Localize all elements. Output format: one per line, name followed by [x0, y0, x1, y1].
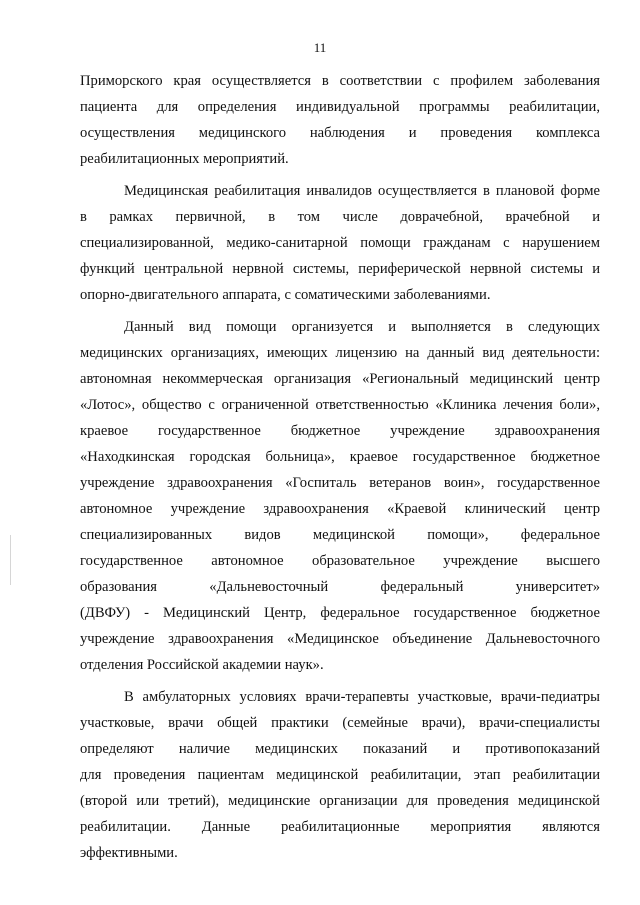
text-line: «Находкинская городская больница», краевое государственное бюджетное: [80, 449, 600, 465]
text-line: (ДВФУ) - Медицинский Центр, федеральное государственное бюджетное: [80, 605, 600, 621]
text-line: образования «Дальневосточный федеральный университет»: [80, 579, 600, 595]
text-line: в рамках первичной, в том числе доврачебной, врачебной и: [80, 209, 600, 225]
text-line: осуществления медицинского наблюдения и проведения комплекса: [80, 125, 600, 141]
text-line: специализированной, медико-санитарной помощи гражданам с нарушением: [80, 235, 600, 251]
text-line: «Лотос», общество с ограниченной ответственностью «Клиника лечения боли»,: [80, 397, 600, 413]
text-line: государственное автономное образовательное учреждение высшего: [80, 553, 600, 569]
paragraph-profile: [80, 68, 600, 172]
text-line: автономное учреждение здравоохранения «Краевой клинический центр: [80, 501, 600, 517]
text-line: отделения Российской академии наук».: [80, 657, 324, 673]
text-line: Медицинская реабилитация инвалидов осуществляется в плановой форме: [124, 183, 600, 199]
text-line: пациента для определения индивидуальной программы реабилитации,: [80, 99, 600, 115]
text-line: (второй или третий), медицинские организации для проведения медицинской: [80, 793, 600, 809]
text-line: определяют наличие медицинских показаний и противопоказаний: [80, 741, 600, 757]
text-line: учреждение здравоохранения «Медицинское объединение Дальневосточного: [80, 631, 600, 647]
text-line: эффективными.: [80, 845, 178, 861]
paragraph-organizations: [80, 314, 600, 678]
page-number: 11: [313, 40, 327, 55]
text-line: краевое государственное бюджетное учреждение здравоохранения: [80, 423, 600, 439]
text-line: для проведения пациентам медицинской реабилитации, этап реабилитации: [80, 767, 600, 783]
text-line: Данный вид помощи организуется и выполняется в следующих: [124, 319, 600, 335]
scan-margin-mark: [10, 535, 11, 585]
text-line: учреждение здравоохранения «Госпиталь ветеранов воин», государственное: [80, 475, 600, 491]
text-line: реабилитации. Данные реабилитационные мероприятия являются: [80, 819, 600, 835]
text-line: автономная некоммерческая организация «Региональный медицинский центр: [80, 371, 600, 387]
text-line: опорно-двигательного аппарата, с соматическими заболеваниями.: [80, 287, 491, 303]
paragraph-rehabilitation-form: [80, 178, 600, 308]
text-line: В амбулаторных условиях врачи-терапевты участковые, врачи-педиатры: [124, 689, 600, 705]
text-line: функций центральной нервной системы, периферической нервной системы и: [80, 261, 600, 277]
document-body: [80, 68, 600, 866]
text-line: специализированных видов медицинской помощи», федеральное: [80, 527, 600, 543]
text-line: медицинских организациях, имеющих лицензию на данный вид деятельности:: [80, 345, 600, 361]
text-line: Приморского края осуществляется в соответствии с профилем заболевания: [80, 73, 600, 89]
text-line: реабилитационных мероприятий.: [80, 151, 289, 167]
text-line: участковые, врачи общей практики (семейные врачи), врачи-специалисты: [80, 715, 600, 731]
paragraph-outpatient: [80, 684, 600, 866]
